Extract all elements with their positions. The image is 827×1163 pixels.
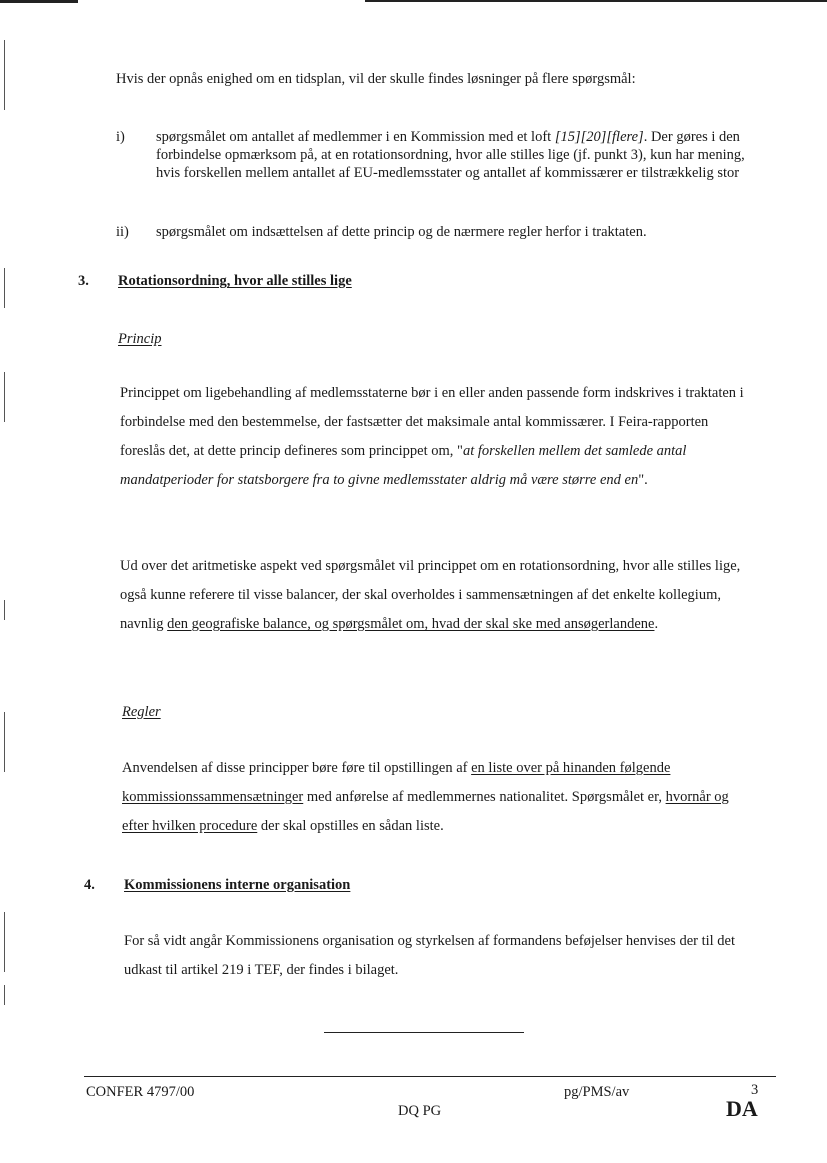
section-3-title: Rotationsordning, hvor alle stilles lige: [118, 273, 352, 289]
list-marker-ii: ii): [116, 224, 129, 240]
footer-rule: [84, 1076, 776, 1077]
margin-mark: [4, 712, 5, 772]
regler-underline-procedure: hvornår og efter hvilken procedure: [122, 789, 729, 834]
footer-initials: pg/PMS/av: [564, 1084, 630, 1100]
margin-mark: [4, 268, 5, 308]
section-4-paragraph: For så vidt angår Kommissionens organisation og styrkelsen af formandens beføjelser henvises der til det udkast til artikel 219 i TEF, der findes i bilaget.: [124, 933, 736, 978]
regler-mid: med anførelse af medlemmernes nationalitet. Spørgsmålet er,: [303, 789, 666, 805]
list-marker-i: i): [116, 129, 125, 145]
scan-artifact-top-left: [0, 0, 78, 3]
footer-language: DA: [726, 1096, 758, 1121]
regler-end: der skal opstilles en sådan liste.: [257, 818, 444, 834]
princip-heading: Princip: [118, 331, 162, 347]
list-item-i-note: Der gøres i den forbindelse opmærksom på, at en rotationsordning, hvor alle stilles lige (jf. punkt 3), kun har mening, hvis forskellen mellem antallet af EU-medlemsstater og antallet af kommissærer er tilstrækkelig stor: [156, 129, 745, 181]
list-item-i-text: spørgsmålet om antallet af medlemmer i en Kommission med et loft: [156, 129, 555, 145]
end-separator: [324, 1032, 524, 1033]
list-item-i-options: [15][20][flere]: [554, 129, 644, 145]
list-item-i-period: .: [643, 129, 648, 145]
regler-paragraph: [122, 754, 742, 841]
section-3-number: 3.: [78, 273, 89, 289]
regler-heading: Regler: [122, 704, 161, 720]
footer-reference: CONFER 4797/00: [86, 1084, 195, 1100]
scan-artifact-top-right: [365, 0, 827, 2]
section-4-title: Kommissionens interne organisation: [124, 877, 351, 893]
regler-underline-list: en liste over på hinanden følgende kommissionssammensætninger: [122, 760, 671, 805]
princip-end: ".: [638, 472, 648, 488]
footer-department: DQ PG: [398, 1103, 442, 1119]
margin-mark: [4, 372, 5, 422]
balance-text: Ud over det aritmetiske aspekt ved spørgsmålet vil princippet om en rotationsordning, hvor alle stilles lige, også kunne referere til visse balancer, der skal overholdes i sammensætningen af det enkelte kollegium, navnlig: [120, 558, 741, 632]
balance-paragraph: [120, 552, 754, 639]
feira-quote: at forskellen mellem det samlede antal mandatperioder for statsborgere fra to givne medlemsstater aldrig må være større end en: [120, 443, 687, 488]
balance-underlined: den geografiske balance, og spørgsmålet om, hvad der skal ske med ansøgerlandene: [167, 616, 655, 632]
list-item-ii: spørgsmålet om indsættelsen af dette princip og de nærmere regler herfor i traktaten.: [156, 224, 647, 240]
margin-mark: [4, 40, 5, 110]
list-item-i: [156, 128, 752, 182]
margin-mark: [4, 600, 5, 620]
section-4-number: 4.: [84, 877, 95, 893]
intro-paragraph: Hvis der opnås enighed om en tidsplan, vil der skulle findes løsninger på flere spørgsmål:: [116, 71, 636, 87]
princip-text: Princippet om ligebehandling af medlemsstaterne bør i en eller anden passende form indskrives i traktaten i forbindelse med den bestemmelse, der fastsætter det maksimale antal kommissærer. I Feira-rapporten foreslås det, at dette princip defineres som princippet om, ": [120, 385, 744, 459]
balance-end: .: [654, 616, 659, 632]
margin-mark: [4, 985, 5, 1005]
regler-text: Anvendelsen af disse principper børe føre til opstillingen af: [122, 760, 472, 776]
margin-mark: [4, 912, 5, 972]
princip-paragraph: [120, 379, 750, 495]
footer-page-number: 3: [751, 1082, 759, 1098]
